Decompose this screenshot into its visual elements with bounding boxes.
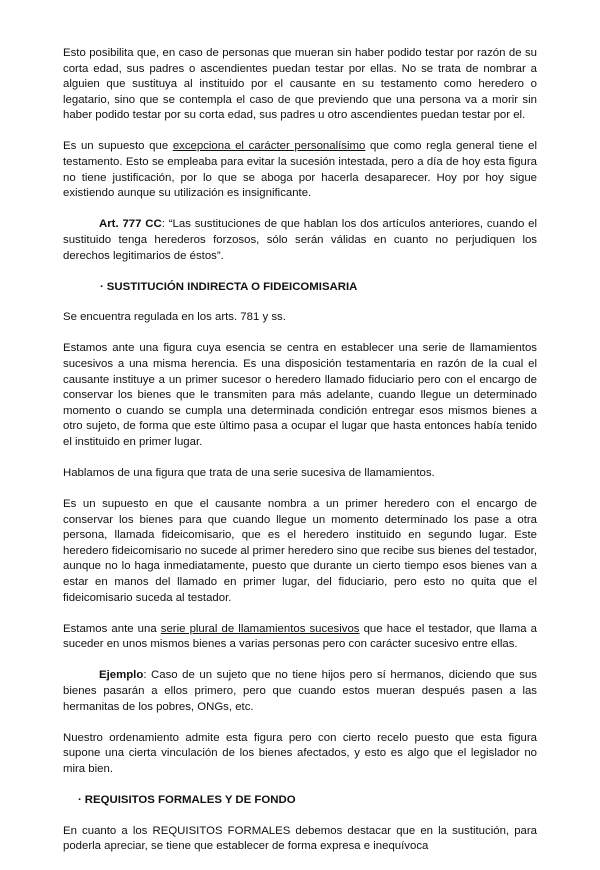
paragraph-11: En cuanto a los REQUISITOS FORMALES debemos destacar que en la sustitución, para poderla apreciar, se tiene que establecer de forma expresa e inequívoca xyxy=(63,824,537,853)
example-text: : Caso de un sujeto que no tiene hijos pero sí hermanos, diciendo que sus bienes pasarán a ellos primero, pero que cuando estos mueran después pasen a las hermanitas de los pobres, ONGs, etc. xyxy=(63,669,537,713)
paragraph-8-post: que hace el testador, que llama a suceder en unos mismos bienes a varias personas pero con carácter sucesivo entre ellas. xyxy=(63,622,537,651)
paragraph-6: Hablamos de una figura que trata de una serie sucesiva de llamamientos. xyxy=(63,466,435,479)
paragraph-2-post: que como regla general tiene el testamento. Esto se empleaba para evitar la sucesión intestada, pero a día de hoy esta figura no tiene justificación, por lo que se aboga por hacerla desaparecer. Hoy por hoy sigue existiendo aunque su utilización es insignificante. xyxy=(63,140,537,200)
heading-1-bullet: · xyxy=(100,280,104,293)
example-label: Ejemplo xyxy=(99,669,144,682)
paragraph-8-underlined: serie plural de llamamientos sucesivos xyxy=(160,622,360,635)
paragraph-2-pre: Es un supuesto que xyxy=(63,140,173,153)
heading-2-text: REQUISITOS FORMALES Y DE FONDO xyxy=(84,793,296,806)
heading-sustitucion-indirecta xyxy=(63,280,537,296)
paragraph-7: Es un supuesto en que el causante nombra a un primer heredero con el encargo de conservar los bienes para que cuando llegue un momento determinado los pase a otra persona, llamada fideicomisario, que es el heredero instituido en segundo lugar. Este heredero fideicomisario no sucede al primer heredero sino que recibe sus bienes del testador, aunque no lo haga inmediatamente, puesto que durante un cierto tiempo esos bienes van a estar en manos del llamado en primer lugar, del fiduciario, pero esto no quita que el fideicomisario suceda al testador. xyxy=(63,498,537,604)
paragraph-10: Nuestro ordenamiento admite esta figura pero con cierto recelo puesto que esta figura supone una cierta vinculación de los bienes afectados, y esto es algo que el legislador no mira bien. xyxy=(63,731,537,775)
heading-requisitos xyxy=(63,793,537,809)
article-777-label: Art. 777 CC xyxy=(99,218,162,231)
paragraph-4: Se encuentra regulada en los arts. 781 y ss. xyxy=(63,311,286,324)
article-777-quote xyxy=(63,217,537,264)
document-page xyxy=(63,46,537,870)
paragraph-8 xyxy=(63,622,537,653)
paragraph-1: Esto posibilita que, en caso de personas que mueran sin haber podido testar por razón de su corta edad, sus padres o ascendientes puedan testar por ellas. No se trata de nombrar a alguien que sustituya al instituido por el causante en su testamento como heredero o legatario, sino que se contempla el caso de que previendo que una persona va a morir sin haber podido testar por su corta edad, sus padres u otro ascendientes puedan testar por el. xyxy=(63,47,537,122)
paragraph-2 xyxy=(63,139,537,201)
paragraph-2-underlined: excepciona el carácter personalísimo xyxy=(172,140,366,153)
heading-1-text: SUSTITUCIÓN INDIRECTA O FIDEICOMISARIA xyxy=(106,280,358,293)
paragraph-8-pre: Estamos ante una xyxy=(63,622,161,635)
paragraph-5: Estamos ante una figura cuya esencia se centra en establecer una serie de llamamientos sucesivos a una misma herencia. Es una disposición testamentaria en razón de la cual el causante instituye a un primer sucesor o heredero llamado fiduciario pero con el encargo de conservar los bienes que le transmiten para más adelante, cuando llegue un determinado momento o cuando se cumpla una determinada condición entregar esos mismos bienes a otro sujeto, de forma que este último pasa a ocupar el lugar que hasta entonces había tenido el instituido en primer lugar. xyxy=(63,342,537,448)
article-777-text: : “Las sustituciones de que hablan los dos artículos anteriores, cuando el sustituido tenga herederos forzosos, sólo serán válidas en cuanto no perjudiquen los derechos legitimarios de éstos”. xyxy=(63,218,538,262)
example-paragraph xyxy=(63,668,537,715)
heading-2-bullet: · xyxy=(78,793,82,806)
